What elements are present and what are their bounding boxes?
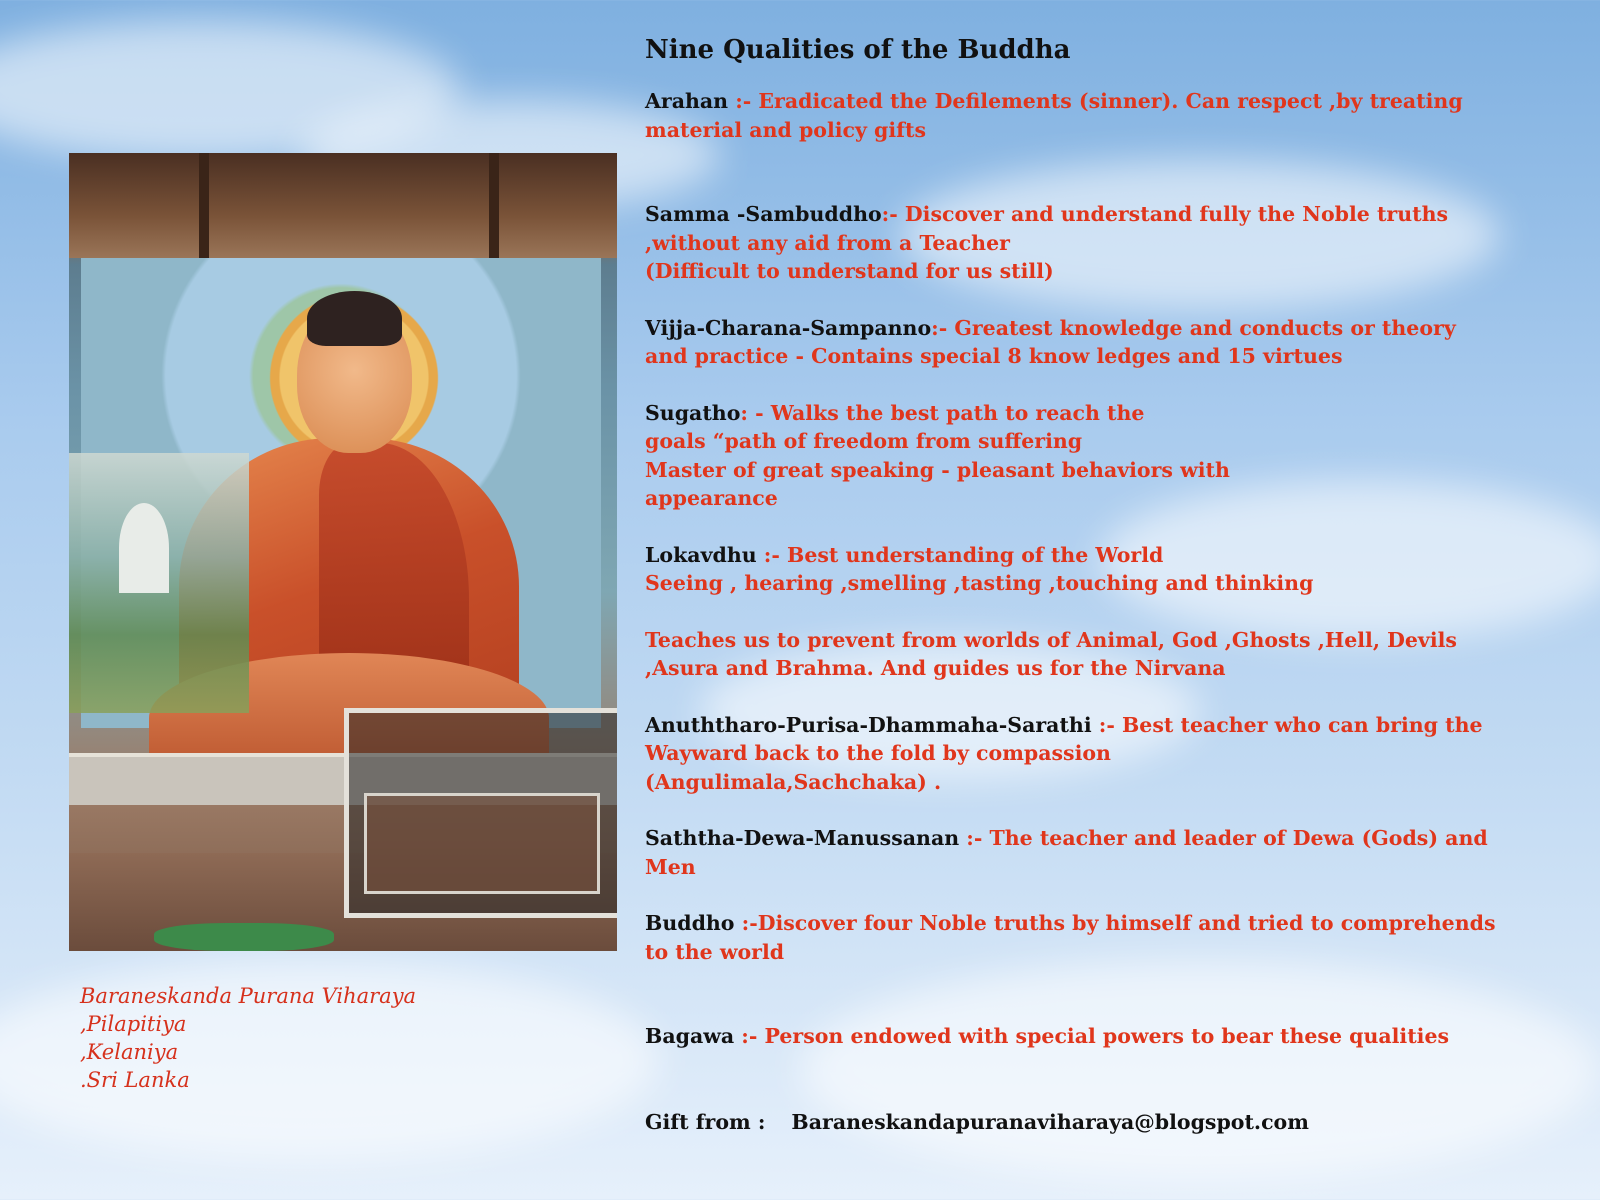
quality-text: appearance [645,486,778,510]
quality-text: Wayward back to the fold by compassion [645,741,1111,765]
quality-text: :-Discover four Noble truths by himself and tried to comprehends [741,911,1496,935]
photo-caption [80,982,530,1094]
quality-text: Men [645,854,696,879]
quality-text: :- Best teacher who can bring the [1098,712,1483,737]
quality-text: :- Person endowed with special powers to bear these qualities [741,1024,1450,1048]
shrine-roof [69,153,617,258]
quality-text: : - Walks the best path to reach the [740,400,1145,425]
quality-text: ,without any aid from a Teacher [645,230,1010,255]
quality-anuththaro [645,711,1565,797]
gift-footer [645,1108,1565,1137]
quality-text: :- The teacher and leader of Dewa (Gods) and [966,826,1488,850]
roof-beam [489,153,499,258]
quality-text: :- Discover and understand fully the Noble truths [881,202,1449,226]
quality-text: goals “path of freedom from suffering [645,429,1083,453]
quality-text: Teaches us to prevent from worlds of Animal, God ,Ghosts ,Hell, Devils [645,627,1457,652]
caption-line: ,Pilapitiya [80,1012,187,1036]
quality-text: and practice - Contains special 8 know ledges and 15 virtues [645,344,1343,368]
quality-samma-sambuddho [645,200,1565,286]
quality-term: Saththa-Dewa-Manussanan [645,826,967,850]
quality-saththa [645,824,1565,881]
page-title: Nine Qualities of the Buddha [645,35,1071,65]
quality-term: Bagawa [645,1024,742,1048]
quality-vijja-charana [645,314,1565,371]
quality-text: material and policy gifts [645,117,927,142]
quality-lokavdhu [645,541,1565,598]
quality-text: ,Asura and Brahma. And guides us for the Nirvana [645,656,1226,680]
buddha-statue-photo [69,153,617,951]
qualities-content [645,35,1565,1136]
quality-text: to the world [645,939,785,964]
quality-term: Vijja-Charana-Sampanno [645,315,932,340]
statue-hair [307,291,402,346]
quality-arahan [645,87,1565,144]
quality-text: :- Best understanding of the World [763,542,1164,567]
quality-term: Sugatho [645,400,741,425]
quality-teaches [645,626,1565,683]
quality-text: (Difficult to understand for us still) [645,259,1054,283]
quality-term: Lokavdhu [645,542,764,567]
quality-sugatho [645,399,1565,513]
offering-case-inner [364,793,600,894]
caption-line: Baraneskanda Purana Viharaya [80,984,417,1008]
blog-link[interactable]: Baraneskandapuranaviharaya@blogspot.com [791,1109,1309,1134]
quality-term: Buddho [645,911,742,935]
quality-bagawa [645,1022,1565,1051]
quality-term: Anuththaro-Purisa-Dhammaha-Sarathi [645,712,1099,737]
quality-text: (Angulimala,Sachchaka) . [645,769,942,794]
caption-line: .Sri Lanka [80,1068,190,1092]
roof-beam [199,153,209,258]
quality-term: Arahan [645,89,736,113]
quality-text: :- Greatest knowledge and conducts or theory [931,315,1456,340]
flower-offering [154,923,334,951]
quality-text: :- Eradicated the Defilements (sinner). Can respect ,by treating [735,89,1463,113]
caption-line: ,Kelaniya [80,1040,179,1064]
gift-label: Gift from : [645,1109,766,1134]
quality-term: Samma -Sambuddho [645,202,882,226]
quality-buddho [645,909,1565,966]
quality-text: Master of great speaking - pleasant behaviors with [645,457,1230,482]
stupa-reflection [119,503,169,593]
quality-text: Seeing , hearing ,smelling ,tasting ,touching and thinking [645,571,1314,595]
